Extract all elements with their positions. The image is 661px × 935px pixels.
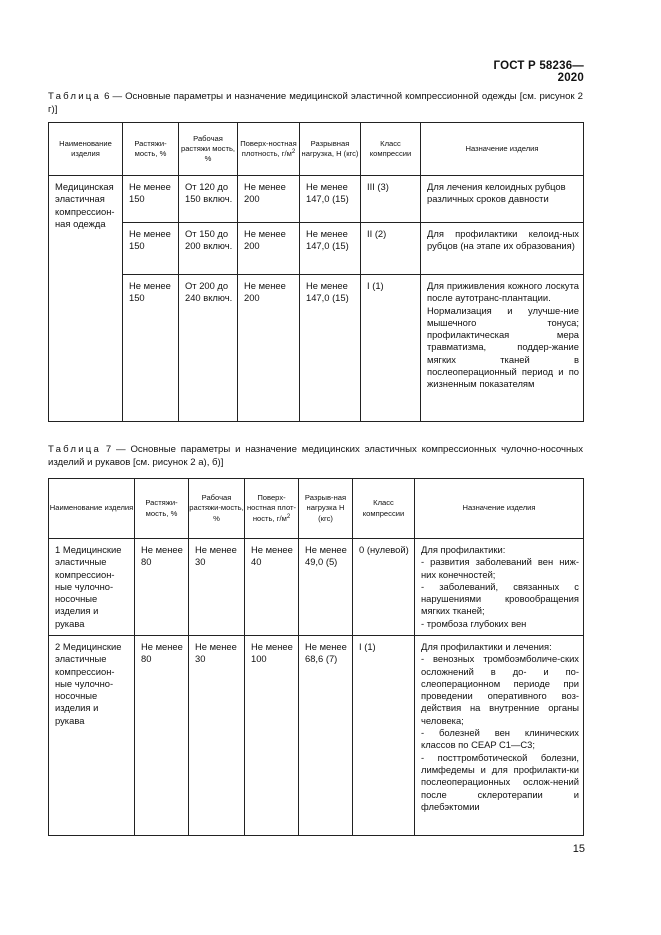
table7-r2-purpose-line: - венозных тромбоэмболиче-ских осложнений в до- и по-слеоперационном периоде при проведении оперативного воз-действия на внутренние органы человека; — [421, 653, 579, 726]
table-cell — [299, 539, 353, 636]
table-cell — [415, 539, 584, 636]
table6-r1-load: Не менее 147,0 (15) — [306, 181, 349, 205]
table6-r3-working: От 200 до 240 включ. — [185, 280, 233, 304]
table7-r1-purpose-line: - развития заболеваний вен ниж-них конечностей; — [421, 556, 579, 580]
table7-header-density-sup: 2 — [286, 513, 291, 520]
table-cell — [300, 275, 361, 422]
table7-r2-purpose — [415, 636, 583, 816]
table-cell — [135, 539, 189, 636]
table-cell — [361, 176, 421, 223]
table6-header-density-sup: 2 — [291, 149, 296, 155]
table-cell — [189, 539, 245, 636]
table7-caption-text: 7 — Основные параметры и назначение медицинских эластичных компрессионных чулочно-носочных изделий и рукавов [см. рисунок 2 а), б)] — [48, 444, 583, 468]
table-cell — [421, 223, 584, 275]
table7-r2-purpose-line: - посттромботической болезни, лимфедемы и для профилакти-ки послеоперационных ослож-нений после склеротерапии и флебэктомии — [421, 751, 579, 812]
table7-r1-purpose-line: Для профилактики: — [421, 544, 506, 555]
table7-header-name: Наименование изделия — [49, 479, 135, 539]
table7-header-density-text: Поверх-ностная плот-ность, г/м — [246, 493, 297, 523]
table-cell — [238, 176, 300, 223]
table-cell — [238, 275, 300, 422]
table7-r2-class: I (1) — [359, 641, 376, 652]
table6-r2-class: II (2) — [367, 228, 387, 239]
table-cell — [361, 275, 421, 422]
table-cell — [421, 275, 584, 422]
table7-r1-density: Не менее 40 — [251, 544, 293, 568]
table7-header-stretch: Растяжи-мость, % — [135, 479, 189, 539]
table-row — [49, 539, 584, 636]
table7-header-load: Разрыв-ная нагрузка Н (кгс) — [299, 479, 353, 539]
table7-r1-purpose — [415, 539, 583, 633]
table6-caption-label: Таблица — [48, 91, 102, 102]
table6-header-row — [49, 123, 584, 176]
table6-r1-class: III (3) — [367, 181, 389, 192]
table6-r2-purpose: Для профилактики келоид-ных рубцов (на этапе их образования) — [427, 228, 579, 252]
table6-r3-load: Не менее 147,0 (15) — [306, 280, 349, 304]
table7-r1-working: Не менее 30 — [195, 544, 237, 568]
table-cell — [179, 275, 238, 422]
table6-header-purpose: Назначение изделия — [421, 123, 584, 176]
table7-r1-load: Не менее 49,0 (5) — [305, 544, 347, 568]
table-row — [49, 176, 584, 223]
table-cell — [300, 223, 361, 275]
table6-caption-text: 6 — Основные параметры и назначение медицинской эластичной компрессионной одежды [см. рисунок 2 г)] — [48, 91, 583, 115]
table7-header-working-stretch: Рабочая растяжи-мость, % — [189, 479, 245, 539]
table7-r2-working: Не менее 30 — [195, 641, 237, 665]
table6-r1-working: От 120 до 150 включ. — [185, 181, 233, 205]
table7-header-class: Класс компрессии — [353, 479, 415, 539]
table6-header-density — [238, 123, 300, 176]
table7-r2-density: Не менее 100 — [251, 641, 293, 665]
table6-r3-class: I (1) — [367, 280, 384, 291]
table-cell — [300, 176, 361, 223]
table-cell — [189, 636, 245, 836]
table6-r1-purpose: Для лечения келоидных рубцов различных сроков давности — [427, 181, 566, 205]
table-cell — [179, 223, 238, 275]
table-cell — [361, 223, 421, 275]
table-cell — [123, 223, 179, 275]
table6-header-name: Наименование изделия — [49, 123, 123, 176]
table7-header-density — [245, 479, 299, 539]
table6-r2-density: Не менее 200 — [244, 228, 286, 252]
table6-header-stretch: Растяжи-мость, % — [123, 123, 179, 176]
table6-header-density-text: Поверх-ностная плотность, г/м — [240, 138, 297, 158]
table6-r3-purpose — [421, 275, 583, 394]
table-cell — [238, 223, 300, 275]
table6-header-working-stretch: Рабочая растяжи мость, % — [179, 123, 238, 176]
table-cell — [179, 176, 238, 223]
table-cell — [123, 275, 179, 422]
table6 — [48, 122, 584, 422]
table-cell — [353, 539, 415, 636]
table-cell — [49, 636, 135, 836]
table6-product-name: Медицинская эластичная компрессион-ная одежда — [55, 181, 115, 229]
table6-r2-working: От 150 до 200 включ. — [185, 228, 233, 252]
table7 — [48, 478, 584, 836]
table6-r3-density: Не менее 200 — [244, 280, 286, 304]
table6-r2-stretch: Не менее 150 — [129, 228, 171, 252]
table6-r1-density: Не менее 200 — [244, 181, 286, 205]
table-cell — [421, 176, 584, 223]
table6-header-load: Разрывная нагрузка, Н (кгс) — [300, 123, 361, 176]
table7-caption-label: Таблица — [48, 444, 102, 455]
table-cell — [299, 636, 353, 836]
table-row — [49, 636, 584, 836]
table-cell — [415, 636, 584, 836]
table7-caption — [48, 444, 583, 469]
table-cell — [245, 636, 299, 836]
table7-r1-stretch: Не менее 80 — [141, 544, 183, 568]
table-cell — [353, 636, 415, 836]
table7-r2-purpose-line: - болезней вен клинических классов по CEAP C1—C3; — [421, 727, 579, 751]
table6-r3-purpose-line: Нормализация и улучше-ние мышечного тонуса; профилактическая мера травматизма, поддер-жание мягких тканей в послеоперационный период и по жизненным показателям — [427, 304, 579, 390]
table-row — [49, 223, 584, 275]
table7-r1-name: 1 Медицинские эластичные компрессион-ные чулочно-носочные изделия и рукава — [55, 544, 122, 629]
table6-product-name-cell — [49, 176, 123, 422]
table-row — [49, 275, 584, 422]
table6-header-class: Класс компрессии — [361, 123, 421, 176]
table6-r1-stretch: Не менее 150 — [129, 181, 171, 205]
table7-r2-name: 2 Медицинские эластичные компрессион-ные чулочно-носочные изделия и рукава — [55, 641, 122, 726]
table7-r1-purpose-line: - тромбоза глубоких вен — [421, 617, 527, 629]
table7-r2-purpose-line: Для профилактики и лечения: — [421, 641, 552, 652]
standard-number: ГОСТ Р 58236—2020 — [493, 60, 584, 84]
table7-r2-stretch: Не менее 80 — [141, 641, 183, 665]
table7-header-purpose: Назначение изделия — [415, 479, 584, 539]
table-cell — [49, 539, 135, 636]
page-number: 15 — [572, 843, 585, 855]
table6-r3-purpose-line: Для приживления кожного лоскута после аутотранс-плантации. — [427, 280, 579, 304]
table-cell — [135, 636, 189, 836]
table6-r3-stretch: Не менее 150 — [129, 280, 171, 304]
table7-r1-purpose-line: - заболеваний, связанных с нарушениями кровообращения мягких тканей; — [421, 580, 579, 617]
table7-r1-class: 0 (нулевой) — [359, 544, 409, 555]
table-cell — [245, 539, 299, 636]
table6-caption — [48, 91, 583, 116]
table6-r2-load: Не менее 147,0 (15) — [306, 228, 349, 252]
table7-header-row — [49, 479, 584, 539]
table-cell — [123, 176, 179, 223]
table7-r2-load: Не менее 68,6 (7) — [305, 641, 347, 665]
